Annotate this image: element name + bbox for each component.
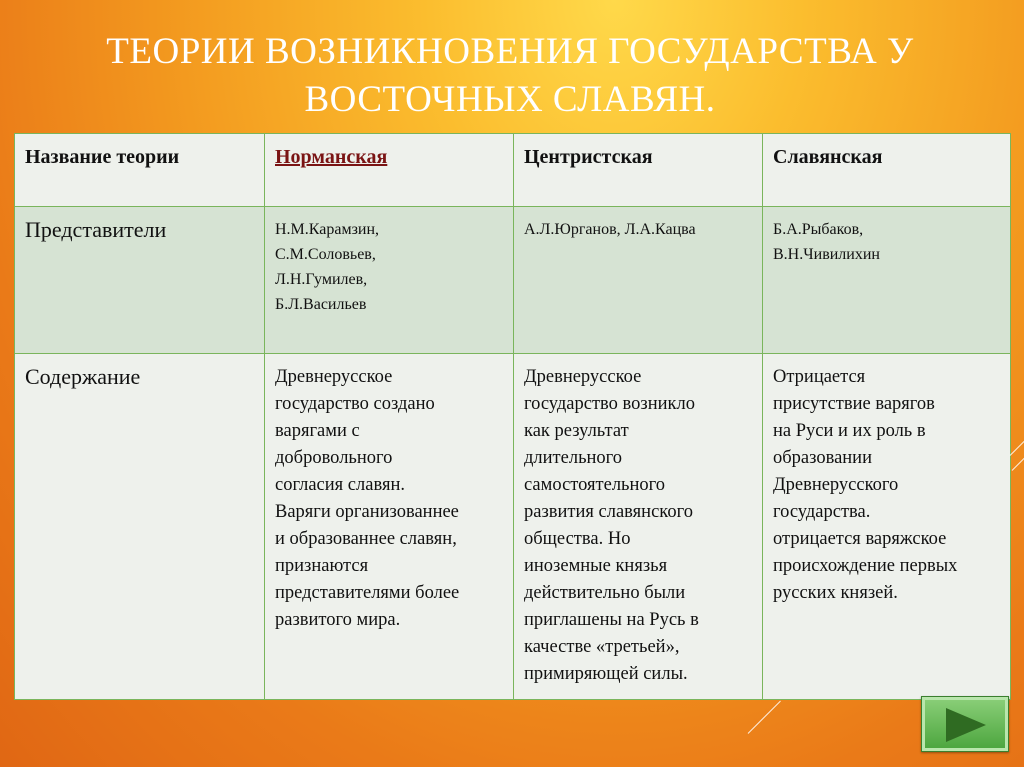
text-line: Древнерусского <box>773 475 899 495</box>
content-label: Содержание <box>15 354 265 700</box>
text-line: на Руси и их роль в <box>773 421 926 441</box>
text-line: действительно были <box>524 583 686 603</box>
text-line: Древнерусское <box>524 367 642 387</box>
slide-title <box>60 28 960 124</box>
text-line: Древнерусское <box>275 367 393 387</box>
text-line: развитого мира. <box>275 610 401 630</box>
representatives-centrist <box>514 207 763 354</box>
text-line: А.Л.Юрганов, Л.А.Кацва <box>524 221 696 238</box>
text-line: происхождение первых <box>773 556 958 576</box>
text-line: общества. Но <box>524 529 631 549</box>
text-line: представителями более <box>275 583 460 603</box>
text-line: самостоятельного <box>524 475 666 495</box>
text-line: государство возникло <box>524 394 695 414</box>
text-line: и образованнее славян, <box>275 529 457 549</box>
slide-title-line-1: ТЕОРИИ ВОЗНИКНОВЕНИЯ ГОСУДАРСТВА У <box>106 31 914 72</box>
header-cell-slavic: Славянская <box>763 134 1011 207</box>
table-header-row <box>15 134 1011 207</box>
norman-theory-link[interactable]: Норманская <box>275 146 388 168</box>
text-line: признаются <box>275 556 369 576</box>
text-line: иноземные князья <box>524 556 668 576</box>
text-line: согласия славян. <box>275 475 405 495</box>
decorative-line-3 <box>748 701 781 734</box>
text-line: развития славянского <box>524 502 693 522</box>
text-line: как результат <box>524 421 629 441</box>
text-line: варягами с <box>275 421 360 441</box>
header-cell-norman[interactable] <box>265 134 514 207</box>
text-line: государство создано <box>275 394 435 414</box>
theories-table <box>14 133 1011 700</box>
play-arrow-icon <box>946 708 986 742</box>
text-line: Отрицается <box>773 367 866 387</box>
content-slavic <box>763 354 1011 700</box>
text-line: русских князей. <box>773 583 898 603</box>
table-row-representatives <box>15 207 1011 354</box>
text-line: примиряющей силы. <box>524 664 688 684</box>
text-line: Варяги организованнее <box>275 502 459 522</box>
decorative-line-1 <box>1010 441 1024 456</box>
representatives-label: Представители <box>15 207 265 354</box>
text-line: отрицается варяжское <box>773 529 947 549</box>
representatives-norman <box>265 207 514 354</box>
text-line: Н.М.Карамзин, <box>275 221 380 238</box>
decorative-line-2 <box>1012 456 1024 471</box>
next-slide-button[interactable] <box>921 696 1009 752</box>
header-cell-centrist: Центристская <box>514 134 763 207</box>
text-line: образовании <box>773 448 872 468</box>
content-norman <box>265 354 514 700</box>
table-row-content <box>15 354 1011 700</box>
header-cell-theory-name: Название теории <box>15 134 265 207</box>
text-line: С.М.Соловьев, <box>275 246 376 263</box>
content-centrist <box>514 354 763 700</box>
text-line: Б.А.Рыбаков, <box>773 221 864 238</box>
text-line: добровольного <box>275 448 393 468</box>
text-line: Л.Н.Гумилев, <box>275 271 368 288</box>
representatives-slavic <box>763 207 1011 354</box>
slide-title-line-2: ВОСТОЧНЫХ СЛАВЯН. <box>304 79 716 120</box>
text-line: длительного <box>524 448 623 468</box>
text-line: присутствие варягов <box>773 394 935 414</box>
text-line: приглашены на Русь в <box>524 610 699 630</box>
text-line: Б.Л.Васильев <box>275 296 367 313</box>
text-line: государства. <box>773 502 871 522</box>
text-line: В.Н.Чивилихин <box>773 246 880 263</box>
text-line: качестве «третьей», <box>524 637 680 657</box>
